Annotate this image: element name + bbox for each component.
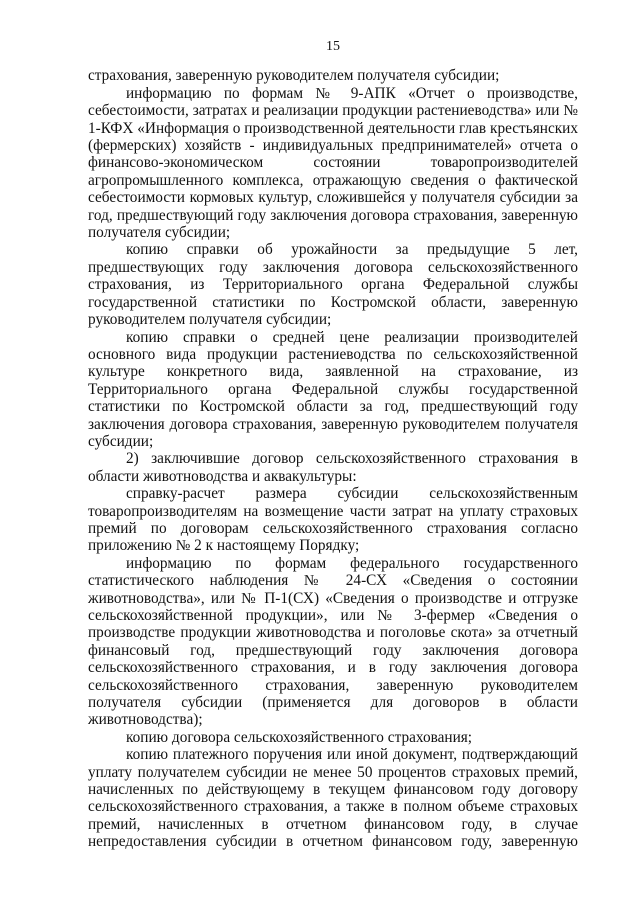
paragraph: информацию по формам федерального государственного статистического наблюдения № 24-СХ «Сведения о состоянии животноводства», или № П-1(СХ) «Сведения о производстве и отгрузке сельскохозяйственной продукции», или № 3-фермер «Сведения о производстве продукции животноводства и поголовье скота» за отчетный финансовый год, предшествующий году заключения договора сельскохозяйственного страхования, и в году заключения договора сельскохозяйственного страхования, заверенную руководителем получателя субсидии (применяется для договоров в области животноводства); <box>88 554 578 729</box>
paragraph: страхования, заверенную руководителем получателя субсидии; <box>88 67 500 85</box>
paragraph: информацию по формам № 9-АПК «Отчет о производстве, себестоимости, затратах и реализации продукции растениеводства» или № 1-КФХ «Информация о производственной деятельности глав крестьянских (фермерских) хозяйств - индивидуальных предпринимателей» отчета о финансово-экономическом состоянии товаропроизводителей агропромышленного комплекса, отражающую сведения о фактической себестоимости кормовых культур, сложившейся у получателя субсидии за год, предшествующий году заключения договора страхования, заверенную получателя субсидии; <box>88 84 578 242</box>
paragraph: копию справки об урожайности за предыдущие 5 лет, предшествующих году заключения договора сельскохозяйственного страхования, из Территориального органа Федеральной службы государственной статистики по Костромской области, заверенную руководителем получателя субсидии; <box>88 241 578 329</box>
document-body <box>88 67 578 850</box>
paragraph: копию договора сельскохозяйственного страхования; <box>126 728 473 746</box>
paragraph: справку-расчет размера субсидии сельскохозяйственным товаропроизводителям на возмещение части затрат на уплату страховых премий по договорам сельскохозяйственного страхования согласно приложению № 2 к настоящему Порядку; <box>88 485 578 555</box>
paragraph: 2) заключившие договор сельскохозяйственного страхования в области животноводства и аквакультуры: <box>88 450 578 485</box>
paragraph: копию справки о средней цене реализации производителей основного вида продукции растениеводства по сельскохозяйственной культуре конкретного вида, заявленной на страхование, из Территориального органа Федеральной службы государственной статистики по Костромской области за год, предшествующий году заключения договора страхования, заверенную руководителем получателя субсидии; <box>88 328 578 450</box>
page-number: 15 <box>326 39 340 54</box>
paragraph: копию платежного поручения или иной документ, подтверждающий уплату получателем субсидии не менее 50 процентов страховых премий, начисленных по действующему в текущем финансовом году договору сельскохозяйственного страхования, а также в полном объеме страховых премий, начисленных в отчетном финансовом году, в случае непредоставления субсидии в отчетном финансовом году, заверенную <box>88 746 578 851</box>
